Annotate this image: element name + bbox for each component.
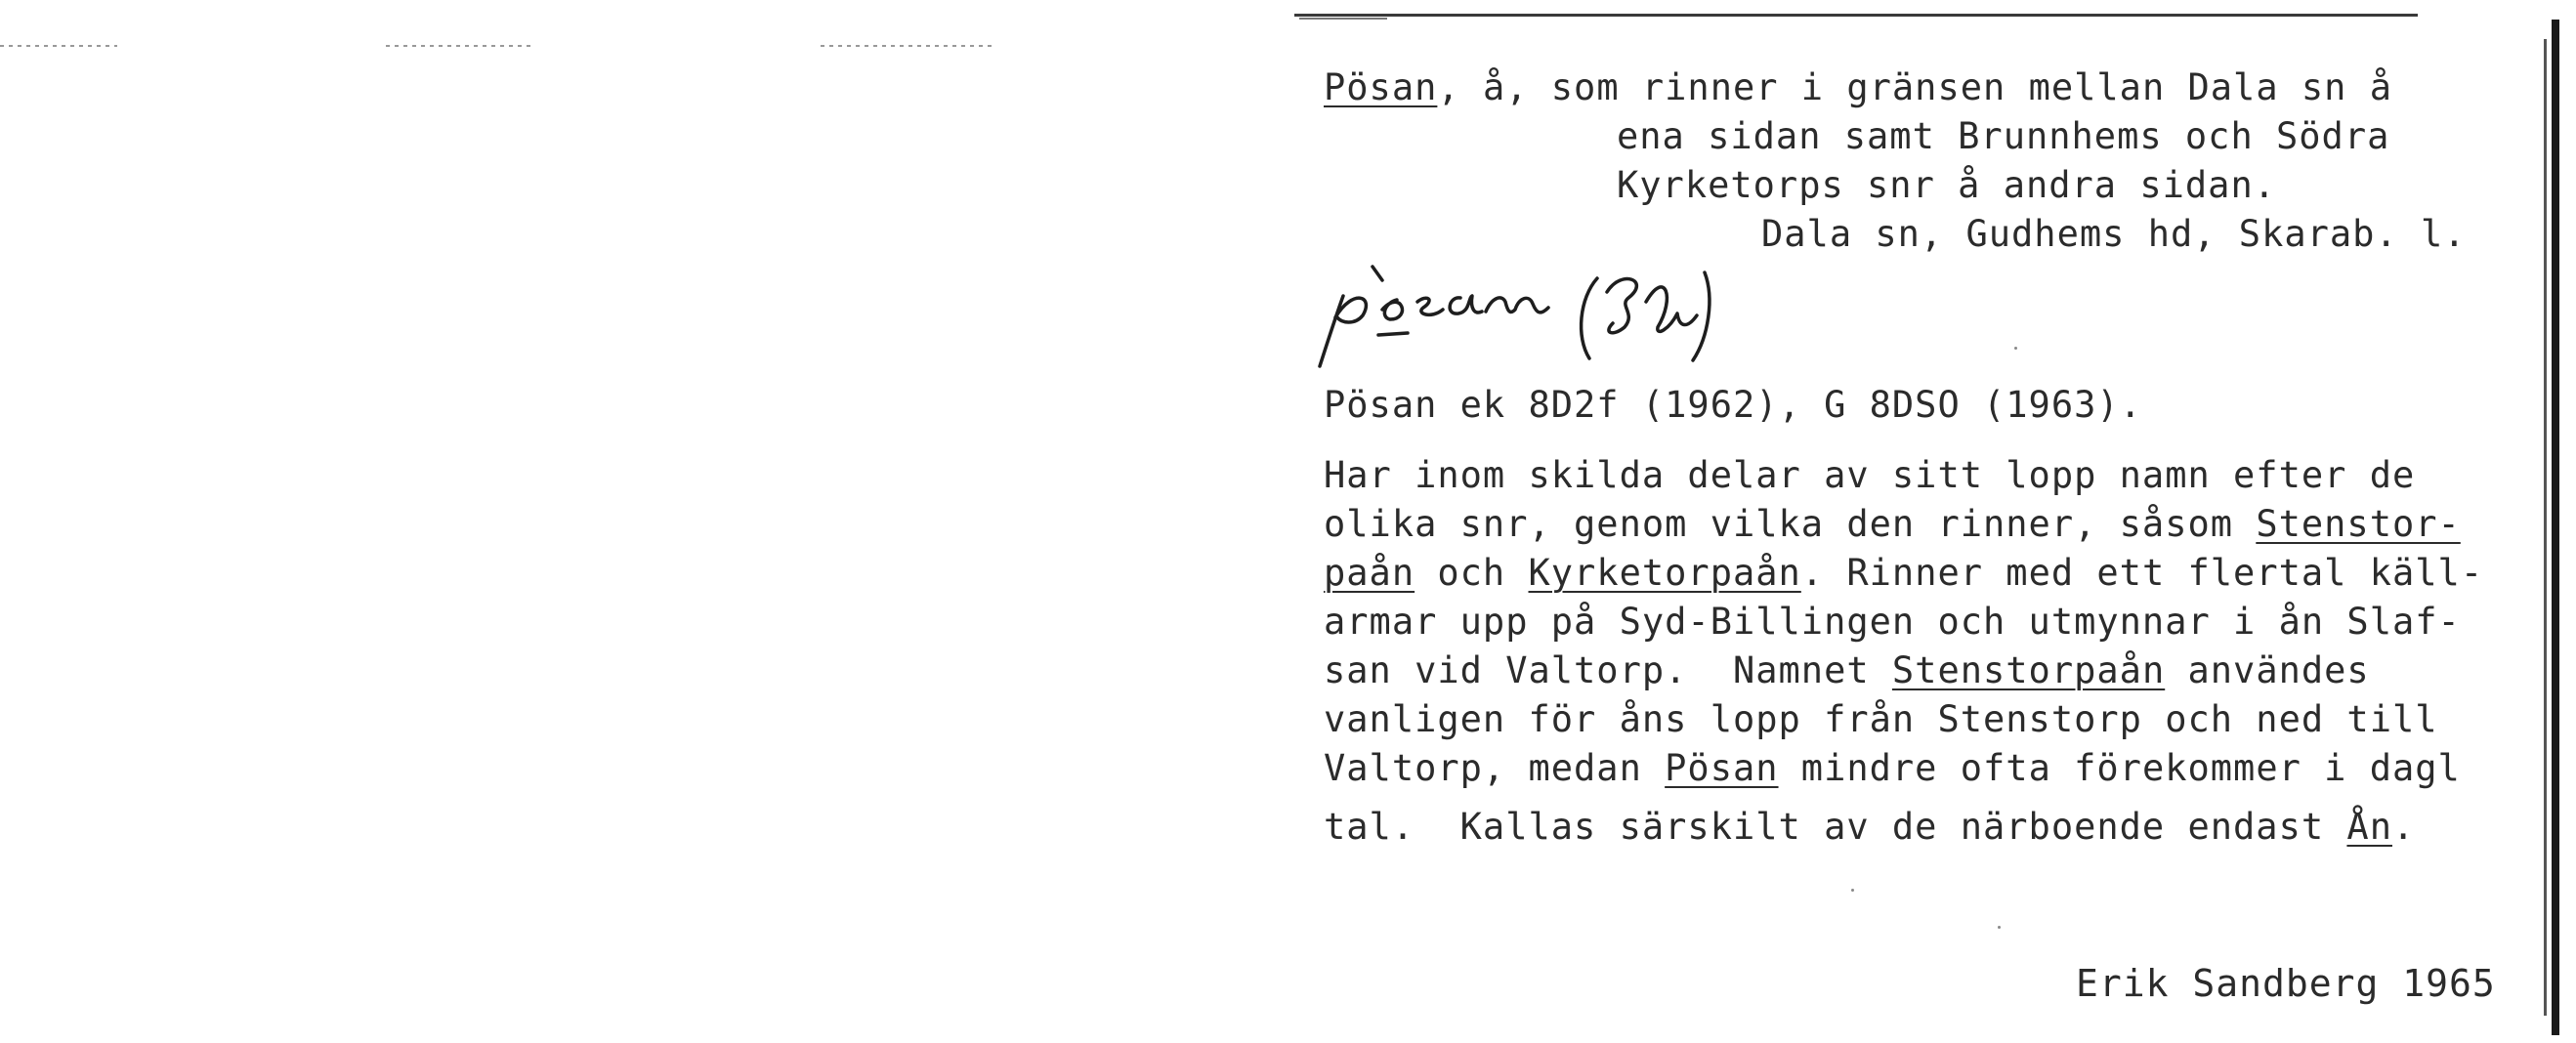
place-name: Pösan: [1324, 66, 1438, 108]
header-line-3: Kyrketorps snr å andra sidan.: [1617, 164, 2277, 206]
location-line: Dala sn, Gudhems hd, Skarab. l.: [1761, 213, 2467, 255]
underlined-name: Ån: [2346, 806, 2392, 848]
scan-artifact-dots: [386, 45, 532, 47]
card-right-edge-shadow: [2544, 39, 2547, 1016]
scan-speck: [2014, 347, 2017, 350]
underlined-name: Stenstorpaån: [1891, 649, 2166, 691]
body-line-8: tal. Kallas särskilt av de närboende endast Ån.: [1324, 806, 2416, 848]
scan-speck: [1998, 926, 2001, 929]
body-line-5: san vid Valtorp. Namnet Stenstorpaån användes: [1324, 649, 2370, 691]
underlined-name: Pösan: [1665, 747, 1779, 789]
reference-line: Pösan ek 8D2f (1962), G 8DSO (1963).: [1324, 384, 2142, 426]
underlined-name: paån: [1324, 552, 1415, 594]
signature: Erik Sandberg 1965: [2076, 962, 2496, 1005]
card-right-edge: [2552, 20, 2559, 1035]
scan-speck: [1851, 889, 1854, 892]
underlined-name: Kyrketorpaån: [1528, 552, 1801, 594]
body-line-6: vanligen för åns lopp från Stenstorp och ned till: [1324, 698, 2438, 740]
body-line-3: paån och Kyrketorpaån. Rinner med ett flertal käll-: [1324, 552, 2484, 594]
header-line-1: Pösan, å, som rinner i gränsen mellan Dala sn å: [1324, 66, 2392, 108]
body-line-2: olika snr, genom vilka den rinner, såsom Stenstor-: [1324, 503, 2461, 545]
scan-artifact-dots: [0, 45, 117, 47]
body-line-7: Valtorp, medan Pösan mindre ofta förekommer i dagl: [1324, 747, 2461, 789]
card-top-edge: [1294, 14, 2418, 17]
body-line-1: Har inom skilda delar av sitt lopp namn efter de: [1324, 454, 2416, 496]
header-line-2: ena sidan samt Brunnhems och Södra: [1617, 115, 2390, 157]
underlined-name: Stenstor-: [2256, 503, 2461, 545]
handwritten-note: [1314, 259, 1822, 376]
scan-artifact-dots: [821, 45, 996, 47]
card-top-edge-mark: [1299, 18, 1387, 20]
body-line-4: armar upp på Syd-Billingen och utmynnar i ån Slaf-: [1324, 601, 2461, 643]
